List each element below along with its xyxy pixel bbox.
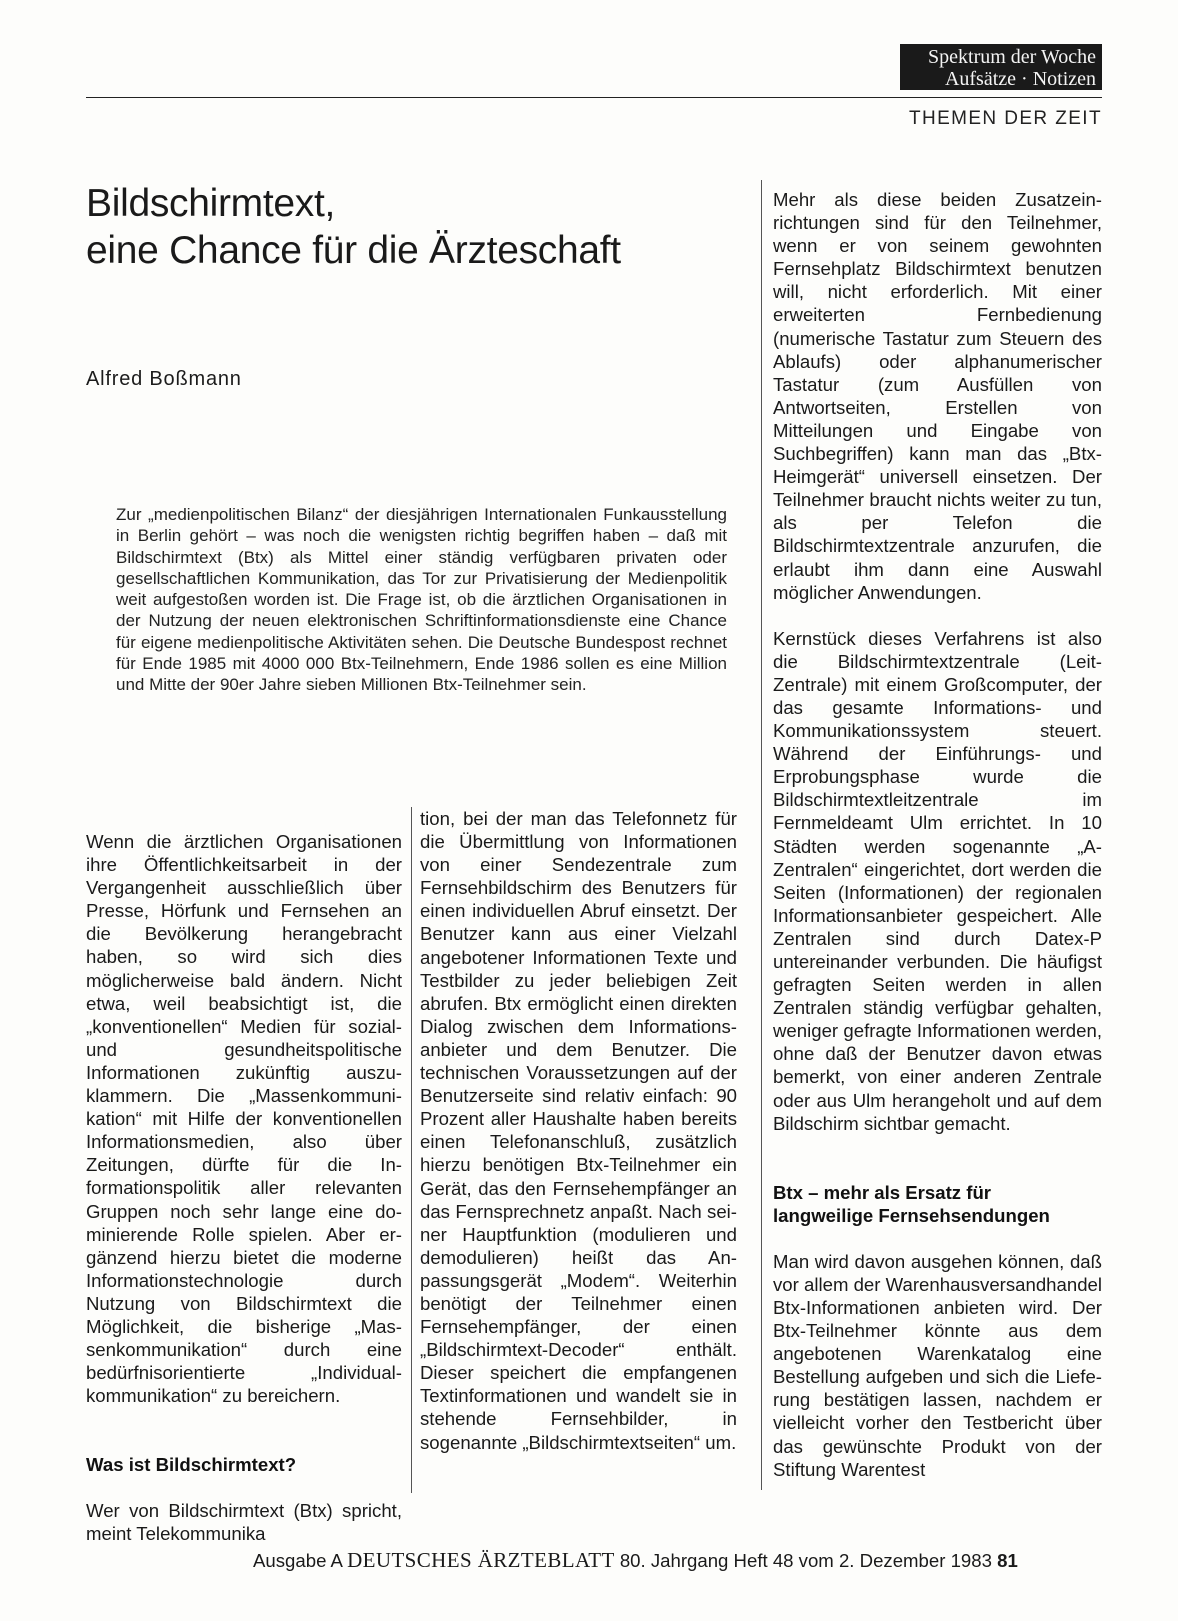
page-footer [253,1548,1018,1573]
column-1 [86,830,402,1546]
article-title [86,180,726,274]
col3-paragraph-1: Mehr als diese beiden Zusatzeinrichtungen sind für den Teilnehmer, wenn er von seinem gewohnten Fernsehplatz Bildschirmtext benutzen will, nicht erforderlich. Mit einer erweiterten Fernbedienung (numerische Tastatur zum Steuern des Ablaufs) oder alphanumerischer Tastatur (zum Ausfüllen von Antwortseiten, Erstellen von Mitteilungen und Eingabe von Suchbegriffen) kann man das „Btx-Heimgerät“ universell einsetzen. Der Teilnehmer braucht nichts weiter zu tun, als per Telefon die Bildschirmtextzentrale anzurufen, die erlaubt ihm dann eine Auswahl möglicher Anwendungen. [773,189,1102,603]
section-badge [900,44,1102,90]
col2-paragraph-1: tion, bei der man das Telefonnetz für die Übermittlung von Informationen von einer Sendezentrale zum Fernsehbildschirm des Benutzers für einen individuellen Abruf einsetzt. Der Benutzer kann aus einer Vielzahl angebotener Informationen Texte und Testbilder zu jeder beliebigen Zeit abrufen. Btx ermöglicht einen direkten Dialog zwischen dem Informationsanbieter und dem Benutzer. Die technischen Voraussetzungen auf der Benutzerseite sind relativ einfach: 90 Prozent aller Haushalte haben bereits einen Telefonanschluß, zusätzlich hierzu benötigen Btx-Teilnehmer ein Gerät, das den Fernsehempfänger an das Fernsprechnetz anpaßt. Nach seiner Hauptfunktion (modulieren und demodulieren) heißt das Anpassungsgerät „Modem“. Weiterhin benötigt der Teilnehmer einen Fernsehempfänger, der einen „Bildschirmtext-Decoder“ enthält. Dieser speichert die empfangenen Textinformationen und wandelt sie in stehende Fernsehbilder, in sogenannte „Bildschirmtextseiten“ um. [420,808,737,1453]
section-label: THEMEN DER ZEIT [908,108,1102,129]
column-divider-1 [411,807,412,1493]
footer-issue: 80. Jahrgang Heft 48 vom 2. Dezember 1983 [619,1550,992,1571]
page-number: 81 [997,1550,1018,1571]
header-rule [86,97,1102,98]
col3-paragraph-2: Kernstück dieses Verfahrens ist also die Bildschirmtextzentrale (Leit-Zentrale) mit einem Großcomputer, der das gesamte Informations- und Kommunikationssystem steuert. Während der Einführungs- und Erprobungsphase wurde die Bildschirmtextleitzentrale im Fernmeldeamt Ulm errichtet. In 10 Städten werden sogenannte „A-Zentralen“ eingerichtet, dort werden die Seiten (Informationen) der regionalen Informationsanbieter gespeichert. Alle Zentralen sind durch Datex-P untereinander verbunden. Die häufigst gefragten Seiten werden in allen Zentralen ständig verfügbar gehalten, weniger gefragte Informationen werden, ohne daß der Benutzer davon etwas bemerkt, von einer anderen Zentrale oder aus Ulm herangeholt und auf dem Bildschirm sichtbar gemacht. [773,627,1102,1134]
lead-paragraph: Zur „medienpolitischen Bilanz“ der diesjährigen Internationalen Funkausstellung in Berlin gehört – was noch die wenigsten richtig begriffen haben – daß mit Bildschirmtext (Btx) als Mittel einer ständig verfügbaren privaten oder gesellschaftlichen Kommunikation, das Tor zur Privatisierung der Medienpolitik weit aufgestoßen worden ist. Die Frage ist, ob die ärztlichen Organisationen in der Nutzung der neuen elektronischen Schriftinformationsdienste eine Chance für eigene medienpolitische Aktivitäten sehen. Die Deutsche Bundespost rechnet für Ende 1985 mit 4000 000 Btx-Teilnehmern, Ende 1986 sollen es eine Million und Mitte der 90er Jahre sieben Millionen Btx-Teilnehmer sein. [116,505,727,695]
col3-paragraph-3: Man wird davon ausgehen können, daß vor allem der Warenhausversandhandel Btx-Informationen anbieten wird. Der Btx-Teilnehmer könnte aus dem angebotenen Warenkatalog eine Bestellung aufgeben und sich die Lieferung bestätigen lassen, nachdem er vielleicht vorher den Testbericht über das gewünschte Produkt von der Stiftung Warentest [773,1250,1103,1480]
col1-paragraph-2: Wer von Bildschirmtext (Btx) spricht, meint Telekommunika [86,1500,402,1545]
title-line-2: eine Chance für die Ärzteschaft [86,229,621,272]
col3-subheading-line-1: Btx – mehr als Ersatz für [773,1181,992,1203]
badge-line-1: Spektrum der Woche [928,46,1096,68]
col1-subheading: Was ist Bildschirmtext? [86,1454,297,1476]
col1-paragraph-1: Wenn die ärztlichen Organisationen ihre Öffentlichkeitsarbeit in der Vergangenheit ausschließlich über Presse, Hörfunk und Fernsehen an die Bevölkerung herangebracht haben, so wird sich dies möglicherweise bald ändern. Nicht etwa, weil beabsichtigt ist, die „konventionellen“ Medien für sozial- und gesundheitspolitische Informationen zukünftig auszuklammern. Die „Massenkommunikation“ mit Hilfe der konventionellen Informationsmedien, also über Zeitungen, dürfte für die Informationspolitik aller relevanten Gruppen noch sehr lange eine dominierende Rolle spielen. Aber ergänzend hierzu bietet die moderne Informationstechnologie durch Nutzung von Bildschirmtext die Möglichkeit, die bisherige „Massenkommunikation“ durch eine bedürfnisorientierte „Individualkommunikation“ zu bereichern. [86,831,402,1407]
title-line-1: Bildschirmtext, [86,182,336,225]
author: Alfred Boßmann [86,368,242,390]
column-2 [420,807,737,1454]
column-divider-2 [761,180,762,1490]
footer-edition: Ausgabe A [253,1550,342,1571]
col3-subheading-line-2: langweilige Fernsehsendungen [773,1204,1050,1226]
badge-line-2: Aufsätze · Notizen [944,68,1096,90]
footer-masthead: DEUTSCHES ÄRZTEBLATT [347,1548,615,1572]
column-3 [773,188,1102,1481]
